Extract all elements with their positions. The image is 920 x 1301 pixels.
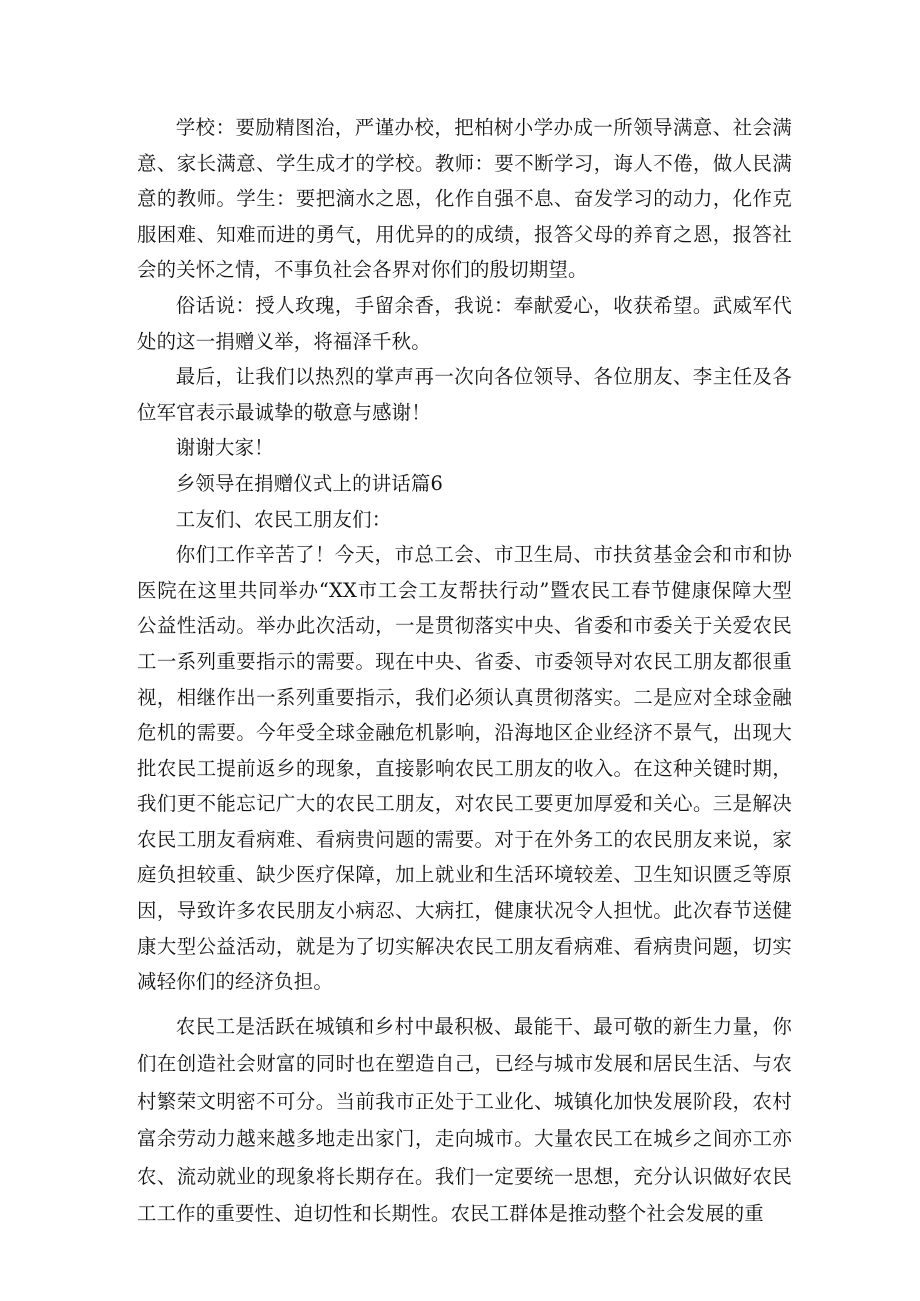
paragraph-event-purpose: 你们工作辛苦了！今天，市总工会、市卫生局、市扶贫基金会和市和协医院在这里共同举办“XX市工会工友帮扶行动”暨农民工春节健康保障大型公益性活动。举办此次活动，一是贯彻落实中央、省委和市委关于关爱农民工一系列重要指示的需要。现在中央、省委、市委领导对农民工朋友都很重视，相继作出一系列重要指示，我们必须认真贯彻落实。二是应对全球金融危机的需要。今年受全球金融危机影响，沿海地区企业经济不景气，出现大批农民工提前返乡的现象，直接影响农民工朋友的收入。在这种关键时期，我们更不能忘记广大的农民工朋友，对农民工要更加厚爱和关心。三是解决农民工朋友看病难、看病贵问题的需要。对于在外务工的农民朋友来说，家庭负担较重、缺少医疗保障，加上就业和生活环境较差、卫生知识匮乏等原因，导致许多农民朋友小病忍、大病扛，健康状况令人担忧。此次春节送健康大型公益活动，就是为了切实解决农民工朋友看病难、看病贵问题，切实减轻你们的经济负担。: [137, 543, 792, 994]
paragraph-closing-thanks: 最后，让我们以热烈的掌声再一次向各位领导、各位朋友、李主任及各位军官表示最诚挚的敬意与感谢！: [137, 365, 792, 424]
section-heading: 乡领导在捐赠仪式上的讲话篇6: [175, 471, 444, 495]
salutation: 工友们、农民工朋友们：: [175, 507, 392, 531]
document-body: [137, 110, 792, 1233]
paragraph-proverb: 俗话说：授人玫瑰，手留余香，我说：奉献爱心，收获希望。武威军代处的这一捐赠义举，将福泽千秋。: [137, 293, 792, 353]
paragraph-migrant-workers: 农民工是活跃在城镇和乡村中最积极、最能干、最可敬的新生力量，你们在创造社会财富的同时也在塑造自己，已经与城市发展和居民生活、与农村繁荣文明密不可分。当前我市正处于工业化、城镇化加快发展阶段，农村富余劳动力越来越多地走出家门，走向城市。大量农民工在城乡之间亦工亦农、流动就业的现象将长期存在。我们一定要统一思想，充分认识做好农民工工作的重要性、迫切性和长期性。农民工群体是推动整个社会发展的重: [137, 1014, 792, 1226]
paragraph-school-teacher-student: 学校：要励精图治，严谨办校，把柏树小学办成一所领导满意、社会满意、家长满意、学生成才的学校。教师：要不断学习，诲人不倦，做人民满意的教师。学生：要把滴水之恩，化作自强不息、奋发学习的动力，化作克服困难、知难而进的勇气，用优异的的成绩，报答父母的养育之恩，报答社会的关怀之情，不事负社会各界对你们的殷切期望。: [137, 116, 792, 282]
paragraph-thank-everyone: 谢谢大家！: [175, 436, 274, 460]
